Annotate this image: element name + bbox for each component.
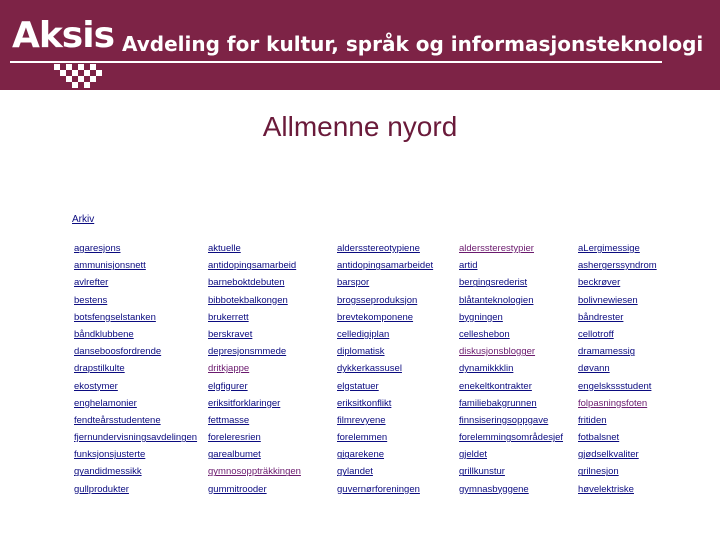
- word-link[interactable]: ekostymer: [74, 380, 118, 392]
- word-link[interactable]: gyandidmessikk: [74, 466, 142, 478]
- word-link[interactable]: gymnosoppträkkingen: [208, 466, 301, 478]
- word-link[interactable]: diplomatisk: [337, 346, 385, 358]
- word-link[interactable]: funksjonsjusterte: [74, 449, 146, 461]
- word-link[interactable]: enekeltkontrakter: [459, 380, 532, 392]
- word-link[interactable]: ashergerssyndrom: [578, 260, 657, 272]
- word-link[interactable]: brukerrett: [208, 311, 249, 323]
- word-link[interactable]: avlrefter: [74, 277, 109, 289]
- word-link[interactable]: høvelektriske: [578, 483, 634, 495]
- word-link[interactable]: botsfengselstanken: [74, 311, 156, 323]
- word-link[interactable]: blåtanteknologien: [459, 294, 534, 306]
- word-link[interactable]: eriksitforklaringer: [208, 397, 281, 409]
- aksis-logo: [10, 12, 114, 84]
- word-link[interactable]: fotbalsnet: [578, 432, 620, 444]
- word-link[interactable]: gjødselkvaliter: [578, 449, 639, 461]
- word-link[interactable]: elgfigurer: [208, 380, 248, 392]
- word-link[interactable]: finnsiseringsoppgave: [459, 414, 549, 426]
- word-link[interactable]: dritkjappe: [208, 363, 250, 375]
- word-link[interactable]: bygningen: [459, 311, 503, 323]
- logo-text: Aksis: [12, 15, 114, 56]
- word-link[interactable]: familiebakgrunnen: [459, 397, 537, 409]
- word-link[interactable]: fjernundervisningsavdelingen: [74, 432, 198, 444]
- word-link[interactable]: artid: [459, 260, 478, 272]
- word-link[interactable]: beckrøver: [578, 277, 621, 289]
- word-link[interactable]: bibbotekbalkongen: [208, 294, 288, 306]
- word-link[interactable]: garealbumet: [208, 449, 261, 461]
- word-link[interactable]: gylandet: [337, 466, 373, 478]
- word-link[interactable]: bergingsrederist: [459, 277, 528, 289]
- word-link[interactable]: depresjonsmmede: [208, 346, 287, 358]
- word-link[interactable]: fendteårsstudentene: [74, 414, 161, 426]
- word-link[interactable]: båndklubbene: [74, 328, 134, 340]
- word-link[interactable]: grillkunstur: [459, 466, 505, 478]
- word-link[interactable]: gullprodukter: [74, 483, 129, 495]
- word-link[interactable]: forelemmen: [337, 432, 388, 444]
- word-link[interactable]: forelemmingsområdesjef: [459, 432, 564, 444]
- word-link[interactable]: antidopingsamarbeidet: [337, 260, 434, 272]
- word-link[interactable]: folpasningsfoten: [578, 397, 648, 409]
- word-link[interactable]: fritiden: [578, 414, 607, 426]
- word-link[interactable]: diskusjonsblogger: [459, 346, 536, 358]
- word-link[interactable]: enghelamonier: [74, 397, 137, 409]
- word-link[interactable]: drapstilkulte: [74, 363, 125, 375]
- checker-pattern-icon: [54, 64, 102, 92]
- word-link[interactable]: dykkerkassusel: [337, 363, 402, 375]
- header-divider: [10, 61, 662, 63]
- word-link[interactable]: dynamikkklin: [459, 363, 514, 375]
- word-link[interactable]: foreleresrien: [208, 432, 261, 444]
- word-link[interactable]: elgstatuer: [337, 380, 379, 392]
- word-link[interactable]: bolivnewiesen: [578, 294, 638, 306]
- word-link[interactable]: grilnesjon: [578, 466, 619, 478]
- word-link[interactable]: aldersstereotypiene: [337, 243, 420, 254]
- word-list-grid: [74, 240, 688, 498]
- word-link[interactable]: danseboosfordrende: [74, 346, 162, 358]
- word-link[interactable]: berskravet: [208, 328, 253, 340]
- word-link[interactable]: aLergimessige: [578, 243, 640, 254]
- word-link[interactable]: guvernørforeningen: [337, 483, 420, 495]
- word-link[interactable]: barneboktdebuten: [208, 277, 285, 289]
- word-link[interactable]: celleshebon: [459, 328, 510, 340]
- word-link[interactable]: alderssterestypier: [459, 243, 534, 254]
- header-banner: [0, 0, 720, 90]
- word-link[interactable]: agaresjons: [74, 243, 121, 254]
- word-link[interactable]: ammunisjonsnett: [74, 260, 146, 272]
- word-link[interactable]: eriksitkonflikt: [337, 397, 392, 409]
- word-link[interactable]: barspor: [337, 277, 370, 289]
- word-link[interactable]: bestens: [74, 294, 108, 306]
- word-link[interactable]: døvann: [578, 363, 610, 375]
- slide-title: Allmenne nyord: [262, 111, 458, 142]
- word-link[interactable]: gjeldet: [459, 449, 487, 461]
- word-link[interactable]: båndrester: [578, 311, 624, 323]
- word-link[interactable]: dramamessig: [578, 346, 636, 358]
- word-link[interactable]: gummitrooder: [208, 483, 267, 495]
- word-link[interactable]: fettmasse: [208, 414, 250, 426]
- word-link[interactable]: gymnasbyggene: [459, 483, 529, 495]
- word-link[interactable]: filmrevyene: [337, 414, 386, 426]
- word-link[interactable]: celledigiplan: [337, 328, 390, 340]
- word-link[interactable]: engelskssstudent: [578, 380, 652, 392]
- word-link[interactable]: gigarekene: [337, 449, 385, 461]
- header-title: Avdeling for kultur, språk og informasjonsteknologi: [122, 32, 704, 56]
- word-link[interactable]: antidopingsamarbeid: [208, 260, 297, 272]
- word-link[interactable]: brevtekomponene: [337, 311, 414, 323]
- word-link[interactable]: cellotroff: [578, 328, 614, 340]
- word-link[interactable]: brogsseproduksjon: [337, 294, 418, 306]
- archive-link[interactable]: Arkiv: [72, 214, 95, 225]
- word-link[interactable]: aktuelle: [208, 243, 241, 254]
